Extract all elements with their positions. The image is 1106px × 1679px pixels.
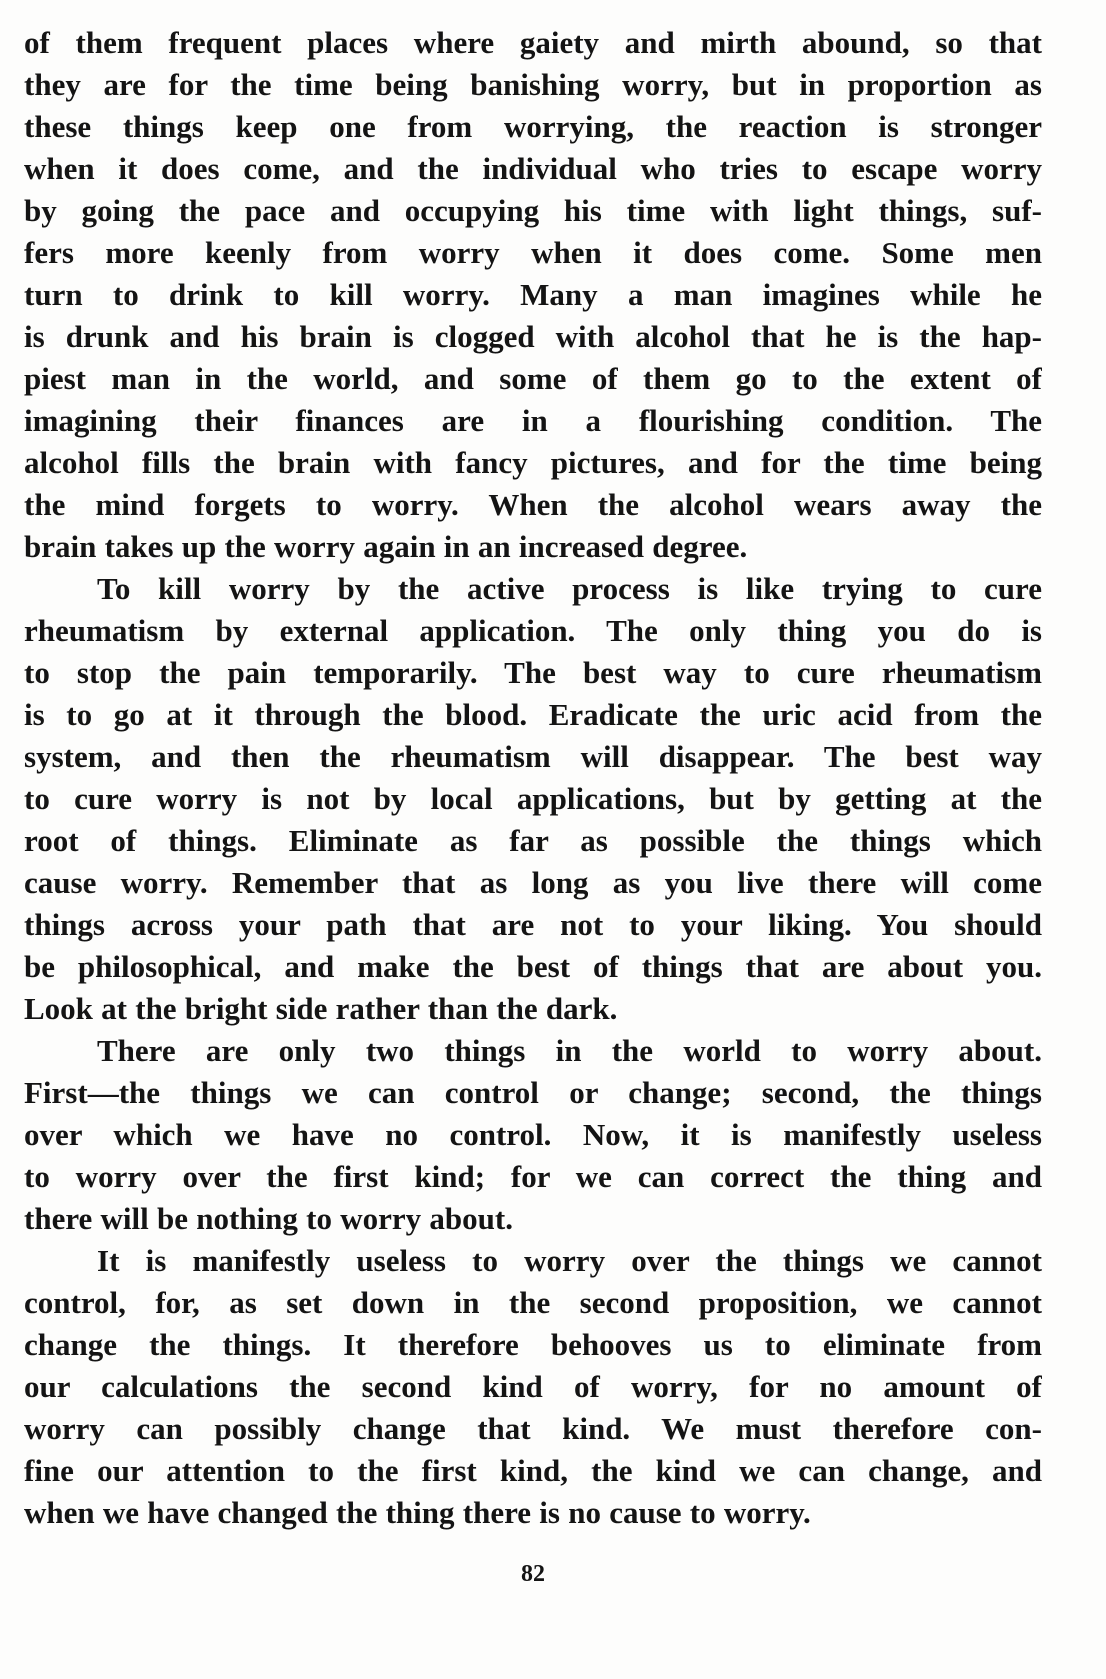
text-line: to stop the pain temporarily. The best way to cure rheumatism xyxy=(24,655,1042,690)
text-line: fine our attention to the first kind, the kind we can change, and xyxy=(24,1453,1042,1488)
text-line: when we have changed the thing there is no cause to worry. xyxy=(24,1495,811,1530)
text-line: change the things. It therefore behooves us to eliminate from xyxy=(24,1327,1042,1362)
text-line: First—the things we can control or change; second, the things xyxy=(24,1075,1042,1110)
text-line: to worry over the first kind; for we can correct the thing and xyxy=(24,1159,1042,1194)
text-line: there will be nothing to worry about. xyxy=(24,1201,513,1236)
text-line: is to go at it through the blood. Eradicate the uric acid from the xyxy=(24,697,1042,732)
text-line: when it does come, and the individual who tries to escape worry xyxy=(24,151,1042,186)
text-line: Look at the bright side rather than the dark. xyxy=(24,991,618,1026)
text-line: control, for, as set down in the second proposition, we cannot xyxy=(24,1285,1042,1320)
text-line: is drunk and his brain is clogged with alcohol that he is the hap- xyxy=(24,319,1042,354)
text-line: rheumatism by external application. The only thing you do is xyxy=(24,613,1042,648)
text-line: our calculations the second kind of worry, for no amount of xyxy=(24,1369,1042,1404)
body-text xyxy=(24,22,1042,1534)
text-line: imagining their finances are in a flourishing condition. The xyxy=(24,403,1042,438)
text-line: over which we have no control. Now, it is manifestly useless xyxy=(24,1117,1042,1152)
text-line: piest man in the world, and some of them go to the extent of xyxy=(24,361,1042,396)
text-line: to cure worry is not by local applications, but by getting at the xyxy=(24,781,1042,816)
paragraph-1 xyxy=(24,22,1042,568)
text-line: cause worry. Remember that as long as you live there will come xyxy=(24,865,1042,900)
paragraph-3 xyxy=(24,1030,1042,1240)
page-number: 82 xyxy=(521,1561,545,1587)
text-line: turn to drink to kill worry. Many a man imagines while he xyxy=(24,277,1042,312)
text-line: be philosophical, and make the best of things that are about you. xyxy=(24,949,1042,984)
text-line: There are only two things in the world to worry about. xyxy=(97,1033,1042,1068)
text-line: root of things. Eliminate as far as possible the things which xyxy=(24,823,1042,858)
text-line: It is manifestly useless to worry over the things we cannot xyxy=(97,1243,1042,1278)
paragraph-4 xyxy=(24,1240,1042,1534)
text-line: brain takes up the worry again in an increased degree. xyxy=(24,529,748,564)
text-line: To kill worry by the active process is like trying to cure xyxy=(97,571,1042,606)
paragraph-2 xyxy=(24,568,1042,1030)
text-line: these things keep one from worrying, the reaction is stronger xyxy=(24,109,1042,144)
text-line: by going the pace and occupying his time with light things, suf- xyxy=(24,193,1042,228)
text-line: of them frequent places where gaiety and mirth abound, so that xyxy=(24,25,1042,60)
text-line: fers more keenly from worry when it does come. Some men xyxy=(24,235,1042,270)
text-line: worry can possibly change that kind. We must therefore con- xyxy=(24,1411,1042,1446)
text-line: the mind forgets to worry. When the alcohol wears away the xyxy=(24,487,1042,522)
text-line: alcohol fills the brain with fancy pictures, and for the time being xyxy=(24,445,1042,480)
text-line: system, and then the rheumatism will disappear. The best way xyxy=(24,739,1042,774)
text-line: they are for the time being banishing worry, but in proportion as xyxy=(24,67,1042,102)
text-line: things across your path that are not to your liking. You should xyxy=(24,907,1042,942)
